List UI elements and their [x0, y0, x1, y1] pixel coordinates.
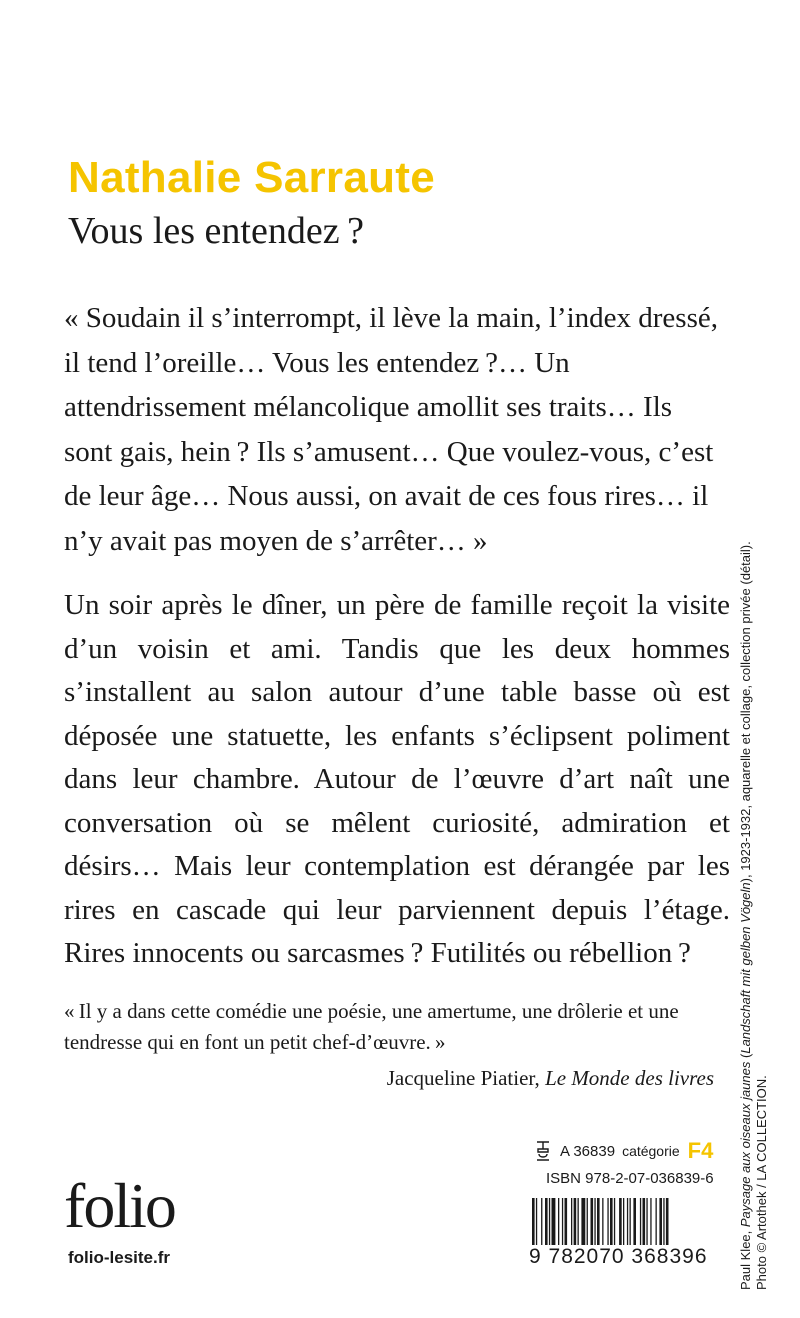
isbn: ISBN 978-2-07-036839-6	[546, 1170, 714, 1187]
review-quote: « Il y a dans cette comédie une poésie, une amertume, une drôlerie et une tendresse qui en font un petit chef-d’œuvre. »	[64, 999, 679, 1054]
review-author: Jacqueline Piatier,	[386, 1066, 546, 1090]
catalog-label: catégorie	[622, 1143, 680, 1159]
catalog-line	[534, 1140, 713, 1162]
publisher-website: folio-lesite.fr	[68, 1248, 171, 1267]
book-title: Vous les entendez ?	[68, 210, 365, 252]
summary-paragraph: Un soir après le dîner, un père de famille reçoit la visite d’un voisin et ami. Tandis que les deux hommes s’installent au salon autour d’une table basse où est déposée une statuette, les enfants s’éclipsent poliment dans leur chambre. Autour de l’œuvre d’art naît une conversation où se mêlent curiosité, admiration et désirs… Mais leur contemplation est dérangée par les rires en cascade qui leur parviennent depuis l’étage. Rires innocents ou sarcasmes ? Futilités ou rébellion ?	[64, 589, 730, 969]
opening-quote: « Soudain il s’interrompt, il lève la main, l’index dressé, il tend l’oreille… Vous les entendez ?… Un attendrissement mélancolique amollit ses traits… Ils sont gais, hein ? Ils s’amusent… Que voulez-vous, c’est de leur âge… Nous aussi, on avait de ces fous rires… il n’y avait pas moyen de s’arrêter… »	[64, 302, 718, 557]
catalog-category: F4	[687, 1138, 714, 1163]
folio-logo: folio	[64, 1170, 175, 1241]
barcode-number: 9 782070 368396	[529, 1245, 708, 1268]
barcode-digits	[528, 1245, 720, 1269]
author-name: Nathalie Sarraute	[68, 153, 436, 202]
credit-line-photo: Photo © Artothek / LA COLLECTION.	[754, 1075, 769, 1290]
folio-catalog-icon	[534, 1140, 552, 1162]
credit-line-artwork: Paul Klee, Paysage aux oiseaux jaunes (Landschaft mit gelben Vögeln), 1923-1932, aquarelle et collage, collection privée (détail).	[738, 541, 753, 1290]
review-source: Le Monde des livres	[545, 1066, 714, 1090]
image-credit	[738, 541, 770, 1290]
review-attribution	[387, 1064, 714, 1092]
catalog-number: A 36839	[560, 1142, 616, 1160]
